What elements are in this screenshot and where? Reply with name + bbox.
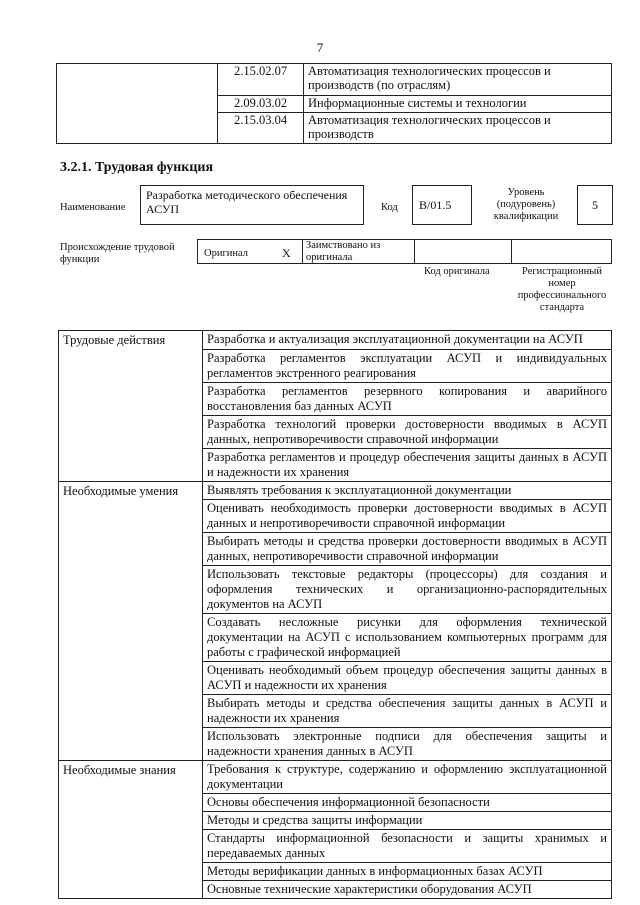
section-category-cell (59, 761, 203, 794)
item-text: Методы и средства защиты информации (203, 812, 612, 830)
table-row (59, 614, 612, 662)
section-category-cell (59, 481, 203, 500)
item-text: Выбирать методы и средства проверки достоверности вводимых в АСУП данных, непротиворечивости справочной информации (203, 533, 612, 566)
section-category-cell-continued (59, 794, 203, 812)
name-cell: Автоматизация технологических процессов и производств (по отраслям) (304, 64, 612, 96)
item-text: Использовать электронные подписи для обеспечения защиты и надежности хранения данных в АСУП (203, 728, 612, 761)
code-cell: 2.15.03.04 (218, 113, 304, 144)
table-row (59, 331, 612, 350)
table-row (59, 481, 612, 500)
original-label: Оригинал (204, 248, 248, 259)
original-mark: X (282, 246, 291, 260)
borrowed-label: Заимствовано из оригинала (306, 240, 381, 263)
section-category-cell-continued (59, 812, 203, 830)
code-label: Код (381, 202, 398, 213)
function-name-box (140, 185, 364, 225)
item-text: Разработка технологий проверки достоверности вводимых в АСУП данных, непротиворечивости справочной информации (203, 415, 612, 448)
item-text: Методы верификации данных в информационных базах АСУП (203, 863, 612, 881)
item-text: Требования к структуре, содержанию и оформлению эксплуатационной документации (203, 761, 612, 794)
item-text: Оценивать необходимость проверки достоверности вводимых в АСУП данных и непротиворечивости справочной информации (203, 500, 612, 533)
item-text: Создавать несложные рисунки для оформления технической документации на АСУП с использованием компьютерных программ для работы с графической информацией (203, 614, 612, 662)
table-row (59, 812, 612, 830)
table-row (59, 830, 612, 863)
item-text: Выявлять требования к эксплуатационной документации (203, 481, 612, 500)
reg-number-label: Регистрационный номер профессионального стандарта (517, 266, 607, 313)
table-row (59, 500, 612, 533)
table-row (59, 448, 612, 481)
level-value: 5 (592, 198, 598, 212)
code-cell: 2.15.02.07 (218, 64, 304, 96)
table-row (57, 64, 612, 96)
empty-cell (57, 64, 218, 144)
function-details-table (58, 330, 612, 899)
item-text: Выбирать методы и средства обеспечения защиты данных в АСУП и надежности их хранения (203, 695, 612, 728)
level-label: Уровень (подуровень) квалификации (493, 187, 559, 222)
code-original-label: Код оригинала (424, 266, 490, 277)
table-row (59, 728, 612, 761)
table-row (59, 662, 612, 695)
section-category-cell-continued (59, 830, 203, 863)
table-row (59, 881, 612, 899)
section-category-cell-continued (59, 533, 203, 566)
section-category-cell-continued (59, 448, 203, 481)
item-text: Основы обеспечения информационной безопасности (203, 794, 612, 812)
table-row (59, 863, 612, 881)
item-text: Использовать текстовые редакторы (процессоры) для создания и оформления технических и организационно-распорядительных документов на АСУП (203, 566, 612, 614)
table-row (59, 761, 612, 794)
section-category-cell-continued (59, 728, 203, 761)
section-category-cell-continued (59, 695, 203, 728)
section-title: 3.2.1. Трудовая функция (60, 160, 214, 175)
section-category-cell-continued (59, 415, 203, 448)
function-code-box (412, 185, 472, 225)
code-cell: 2.09.03.02 (218, 96, 304, 113)
section-category-cell-continued (59, 500, 203, 533)
section-category-cell-continued (59, 863, 203, 881)
item-text: Оценивать необходимый объем процедур обеспечения защиты данных в АСУП и надежности их хранения (203, 662, 612, 695)
divider (511, 239, 512, 264)
table-row (59, 695, 612, 728)
item-text: Разработка и актуализация эксплуатационной документации на АСУП (203, 331, 612, 350)
table-row (59, 415, 612, 448)
education-codes-table (56, 63, 612, 144)
table-row (59, 349, 612, 382)
section-category-label: Трудовые действия (63, 333, 166, 347)
section-category-cell-continued (59, 382, 203, 415)
section-category-cell (59, 331, 203, 350)
section-category-cell-continued (59, 662, 203, 695)
section-category-cell-continued (59, 614, 203, 662)
section-category-cell-continued (59, 881, 203, 899)
page-number: 7 (316, 40, 324, 55)
section-category-label: Необходимые умения (63, 483, 179, 498)
origin-label: Происхождение трудовой функции (60, 242, 175, 265)
item-text: Стандарты информационной безопасности и защиты хранимых и передаваемых данных (203, 830, 612, 863)
level-box (577, 185, 613, 225)
function-name-value: Разработка методического обеспечения АСУП (146, 188, 348, 216)
table-row (59, 794, 612, 812)
name-cell: Автоматизация технологических процессов и производств (304, 113, 612, 144)
name-cell: Информационные системы и технологии (304, 96, 612, 113)
function-code-value: B/01.5 (419, 198, 452, 212)
section-category-cell-continued (59, 349, 203, 382)
section-category-cell-continued (59, 566, 203, 614)
divider (414, 239, 415, 264)
item-text: Разработка регламентов и процедур обеспечения защиты данных в АСУП и надежности их хранения (203, 448, 612, 481)
item-text: Основные технические характеристики оборудования АСУП (203, 881, 612, 899)
name-label: Наименование (60, 202, 126, 213)
table-row (59, 382, 612, 415)
table-row (59, 533, 612, 566)
section-category-label: Необходимые знания (63, 763, 176, 777)
divider (302, 239, 303, 264)
table-row (59, 566, 612, 614)
item-text: Разработка регламентов резервного копирования и аварийного восстановления баз данных АСУП (203, 382, 612, 415)
item-text: Разработка регламентов эксплуатации АСУП и индивидуальных регламентов экстренного реагирования (203, 349, 612, 382)
